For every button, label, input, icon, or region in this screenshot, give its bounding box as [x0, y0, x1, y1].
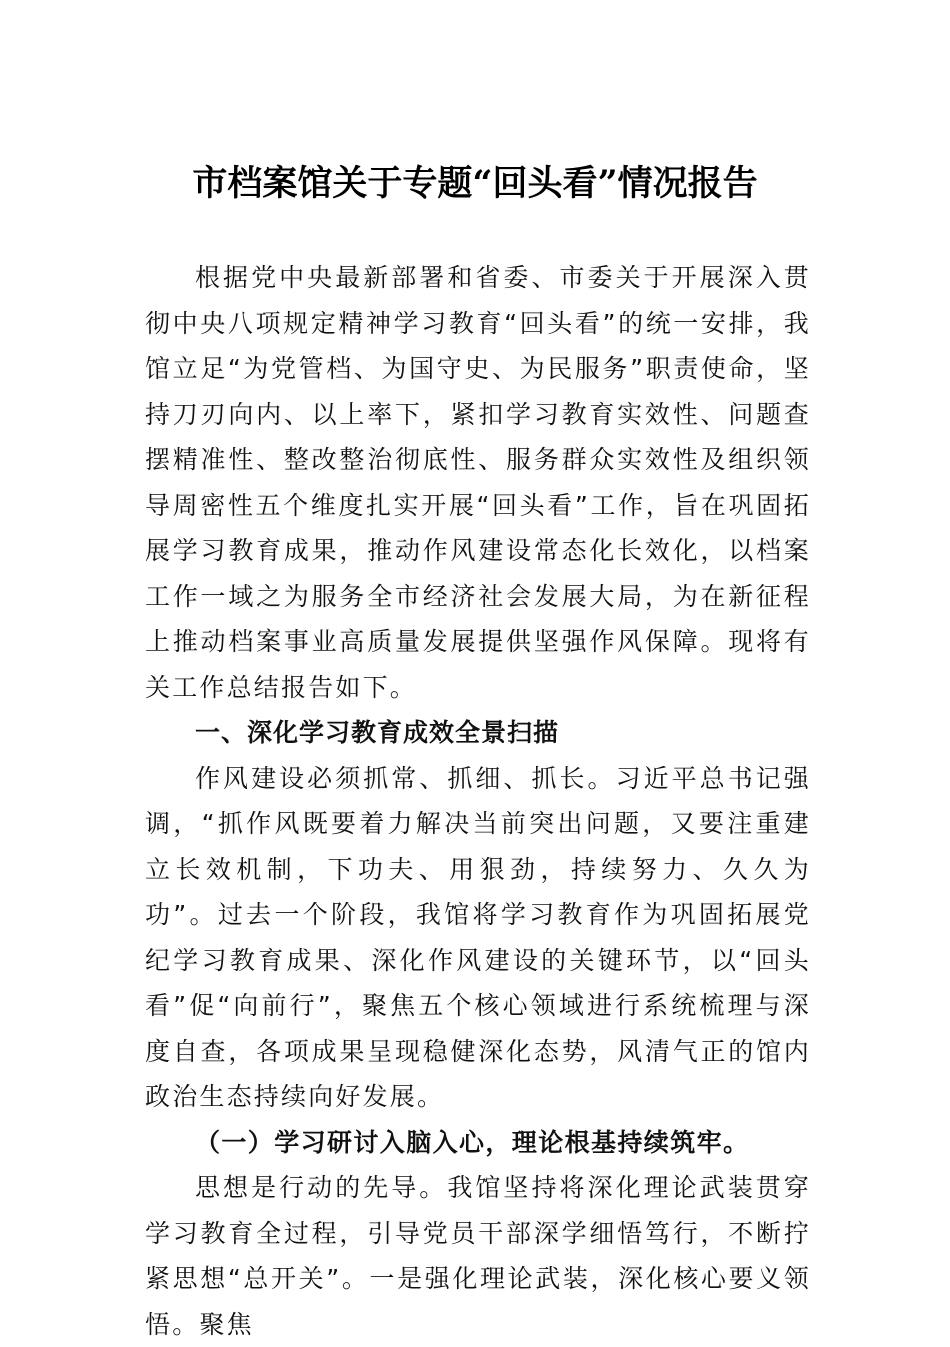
intro-paragraph: 根据党中央最新部署和省委、市委关于开展深入贯彻中央八项规定精神学习教育“回头看”的统一安排，我馆立足“为党管档、为国守史、为民服务”职责使命，坚持刀刃向内、以上率下，紧扣学习教育实效性、问题查摆精准性、整改整治彻底性、服务群众实效性及组织领导周密性五个维度扎实开展“回头看”工作，旨在巩固拓展学习教育成果，推动作风建设常态化长效化，以档案工作一域之为服务全市经济社会发展大局，为在新征程上推动档案事业高质量发展提供坚强作风保障。现将有关工作总结报告如下。: [145, 263, 811, 702]
document-title: 市档案馆关于专题“回头看”情况报告: [192, 163, 758, 204]
document-body: [145, 255, 811, 1347]
subsection-1-paragraph: 思想是行动的先导。我馆坚持将深化理论武装贯穿学习教育全过程，引导党员干部深学细悟笃行，不断拧紧思想“总开关”。一是强化理论武装，深化核心要义领悟。聚焦: [145, 1173, 811, 1339]
section-1-paragraph: 作风建设必须抓常、抓细、抓长。习近平总书记强调，“抓作风既要着力解决当前突出问题，又要注重建立长效机制，下功夫、用狠劲，持续努力、久久为功”。过去一个阶段，我馆将学习教育作为巩固拓展党纪学习教育成果、深化作风建设的关键环节，以“回头看”促“向前行”，聚焦五个核心领域进行系统梳理与深度自查，各项成果呈现稳健深化态势，风清气正的馆内政治生态持续向好发展。: [145, 763, 811, 1111]
section-1-heading: 一、深化学习教育成效全景扫描: [195, 718, 560, 747]
subsection-1-heading: （一）学习研讨入脑入心，理论根基持续筑牢。: [195, 1127, 750, 1157]
